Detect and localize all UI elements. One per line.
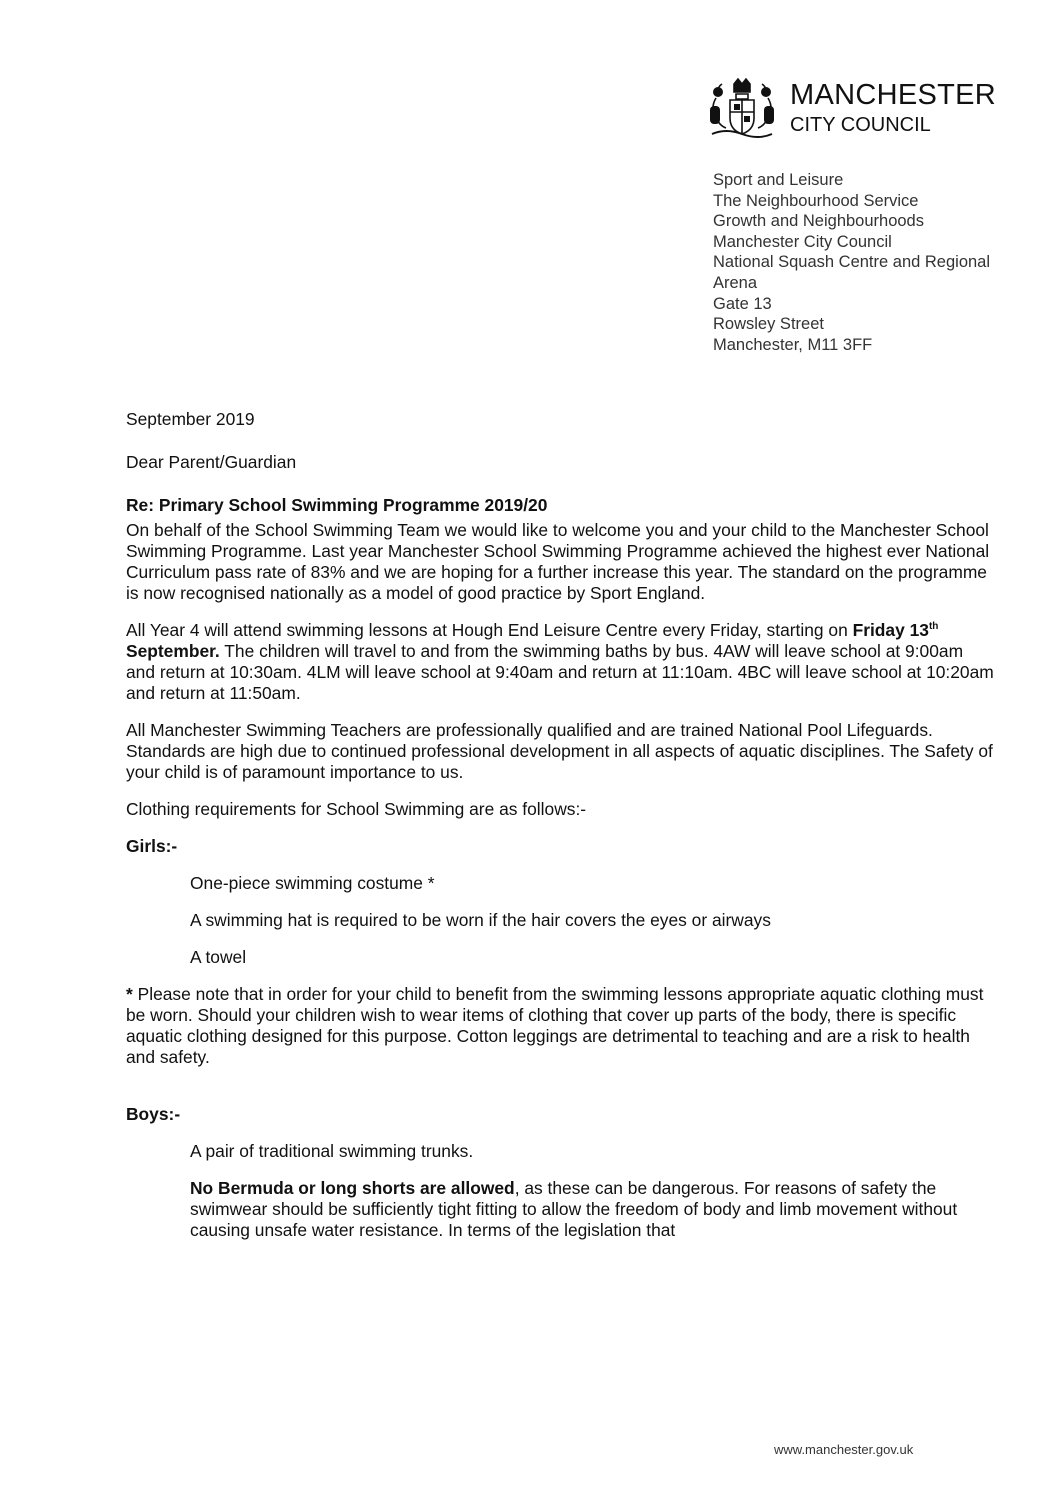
intro-paragraph: On behalf of the School Swimming Team we would like to welcome you and your child to the Manchester School Swimming Programme. Last year Manchester School Swimming Programme achieved the highest ever National Curriculum pass rate of 83% and we are hoping for a further increase this year. The standard on the programme is now recognised nationally as a model of good practice by Sport England. [126, 520, 990, 603]
girls-item: One-piece swimming costume * [190, 873, 435, 893]
logo-title: MANCHESTER [790, 79, 997, 111]
start-date-month: September. [126, 641, 220, 661]
boys-rule: No Bermuda or long shorts are allowed [190, 1178, 515, 1198]
girls-item: A swimming hat is required to be worn if the hair covers the eyes or airways [190, 910, 771, 930]
address-line: Gate 13 [713, 294, 772, 313]
coat-of-arms-icon [706, 76, 778, 142]
letter-date: September 2019 [126, 409, 255, 429]
address-line: Rowsley Street [713, 315, 824, 334]
start-date-day: Friday 13 [852, 620, 929, 640]
teachers-paragraph: All Manchester Swimming Teachers are professionally qualified and are trained National Pool Lifeguards. Standards are high due to continued professional development in all aspects of aquatic disciplines. The Safety of your child is of paramount importance to us. [126, 720, 993, 782]
girls-heading: Girls:- [126, 836, 178, 856]
sender-address [713, 170, 1033, 355]
address-line: Manchester, M11 3FF [713, 335, 873, 354]
letter-subject: Re: Primary School Swimming Programme 2019/20 [126, 495, 548, 515]
clothing-intro: Clothing requirements for School Swimming are as follows:- [126, 799, 587, 819]
note-asterisk: * [126, 984, 133, 1004]
clothing-note [126, 984, 996, 1068]
logo-subtitle: CITY COUNCIL [790, 114, 931, 136]
boys-item [126, 1178, 996, 1241]
boys-rule-text: , as these can be dangerous. For reasons of safety the swimwear should be sufficiently tight fitting to allow the freedom of body and limb movement without causing unsafe water resistance. In terms of the legislation that [190, 1178, 958, 1240]
address-line: National Squash Centre and Regional [713, 253, 991, 272]
address-line: The Neighbourhood Service [713, 191, 919, 210]
schedule-paragraph [126, 620, 996, 704]
start-date-suffix: th [928, 621, 939, 633]
council-logo [706, 76, 1016, 142]
address-line: Arena [713, 273, 758, 292]
boys-item: A pair of traditional swimming trunks. [190, 1141, 474, 1161]
footer-url: www.manchester.gov.uk [774, 1442, 914, 1457]
boys-heading: Boys:- [126, 1104, 181, 1124]
salutation: Dear Parent/Guardian [126, 452, 297, 472]
letter-body [126, 409, 996, 1241]
address-line: Manchester City Council [713, 232, 892, 251]
girls-item: A towel [190, 947, 247, 967]
address-line: Sport and Leisure [713, 171, 844, 189]
schedule-lead: All Year 4 will attend swimming lessons at Hough End Leisure Centre every Friday, starting on [126, 620, 853, 640]
schedule-rest: The children will travel to and from the swimming baths by bus. 4AW will leave school at 9:00am and return at 10:30am. 4LM will leave school at 9:40am and return at 11:10am. 4BC will leave school at 10:20am and return at 11:50am. [126, 641, 994, 703]
address-line: Growth and Neighbourhoods [713, 212, 924, 231]
note-text: Please note that in order for your child to benefit from the swimming lessons appropriate aquatic clothing must be worn. Should your children wish to wear items of clothing that cover up parts of the body, there is specific aquatic clothing designed for this purpose. Cotton leggings are detrimental to teaching and are a risk to health and safety. [126, 984, 984, 1067]
